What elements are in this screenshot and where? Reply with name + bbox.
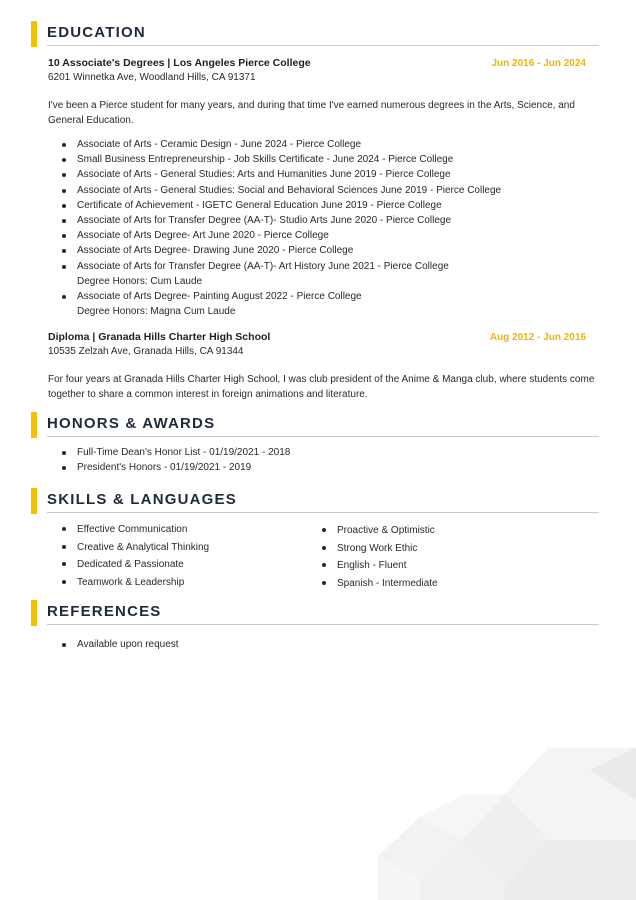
list-item: President's Honors - 01/19/2021 - 2019 [48,460,608,475]
list-item: Teamwork & Leadership [48,574,308,592]
list-item: Strong Work Ethic [308,540,588,558]
list-item: English - Fluent [308,557,588,575]
education-entry-date: Jun 2016 - Jun 2024 [491,58,586,69]
section-divider [47,512,599,513]
accent-bar [31,21,37,47]
accent-bar [31,412,37,438]
list-item: Associate of Arts - General Studies: Arts and Humanities June 2019 - Pierce College [48,167,608,182]
education-entry-date: Aug 2012 - Jun 2016 [489,332,586,343]
education-entry-description: I've been a Pierce student for many years, and during that time I've earned numerous degrees in the Arts, Science, and General Education. [48,100,575,126]
section-divider [47,624,599,625]
skills-list-left [48,521,308,591]
section-title: HONORS & AWARDS [47,415,216,432]
list-item: Full-Time Dean's Honor List - 01/19/2021 - 2018 [48,445,608,460]
references-list [48,637,608,652]
education-entry-address: 10535 Zelzah Ave, Granada Hills, CA 91344 [48,346,244,357]
skills-list-right [308,522,588,592]
section-title: SKILLS & LANGUAGES [47,491,237,508]
education-entry-title: Diploma | Granada Hills Charter High School [48,331,271,343]
references-section-header [31,600,599,626]
degree-list [48,137,608,319]
list-item: Associate of Arts Degree- Painting August 2022 - Pierce College Degree Honors: Magna Cum Laude [48,289,608,319]
list-item: Certificate of Achievement - IGETC General Education June 2019 - Pierce College [48,198,608,213]
education-entry-title: 10 Associate's Degrees | Los Angeles Pierce College [48,57,311,69]
section-divider [47,436,599,437]
education-entry-description: For four years at Granada Hills Charter High School, I was club president of the Anime & Manga club, where students come together to share a common interest in foreign animations and literature. [48,374,595,400]
skills-section-header [31,488,599,514]
list-item: Dedicated & Passionate [48,556,308,574]
list-item: Associate of Arts for Transfer Degree (AA-T)- Studio Arts June 2020 - Pierce College [48,213,608,228]
section-title: EDUCATION [47,24,146,41]
list-item: Creative & Analytical Thinking [48,539,308,557]
list-item: Spanish - Intermediate [308,575,588,593]
education-section-header [31,21,599,47]
list-item: Available upon request [48,637,608,652]
list-item: Effective Communication [48,521,308,539]
education-entry-address: 6201 Winnetka Ave, Woodland Hills, CA 91371 [48,72,256,83]
list-item: Small Business Entrepreneurship - Job Skills Certificate - June 2024 - Pierce College [48,152,608,167]
list-item: Proactive & Optimistic [308,522,588,540]
honors-list [48,445,608,475]
list-item: Associate of Arts Degree- Drawing June 2020 - Pierce College [48,243,608,258]
list-item: Associate of Arts for Transfer Degree (AA-T)- Art History June 2021 - Pierce College Degree Honors: Cum Laude [48,259,608,289]
list-item: Associate of Arts - Ceramic Design - June 2024 - Pierce College [48,137,608,152]
accent-bar [31,488,37,514]
accent-bar [31,600,37,626]
list-item: Associate of Arts - General Studies: Social and Behavioral Sciences June 2019 - Pierce College [48,183,608,198]
section-divider [47,45,599,46]
list-item: Associate of Arts Degree- Art June 2020 - Pierce College [48,228,608,243]
section-title: REFERENCES [47,603,162,620]
honors-section-header [31,412,599,438]
